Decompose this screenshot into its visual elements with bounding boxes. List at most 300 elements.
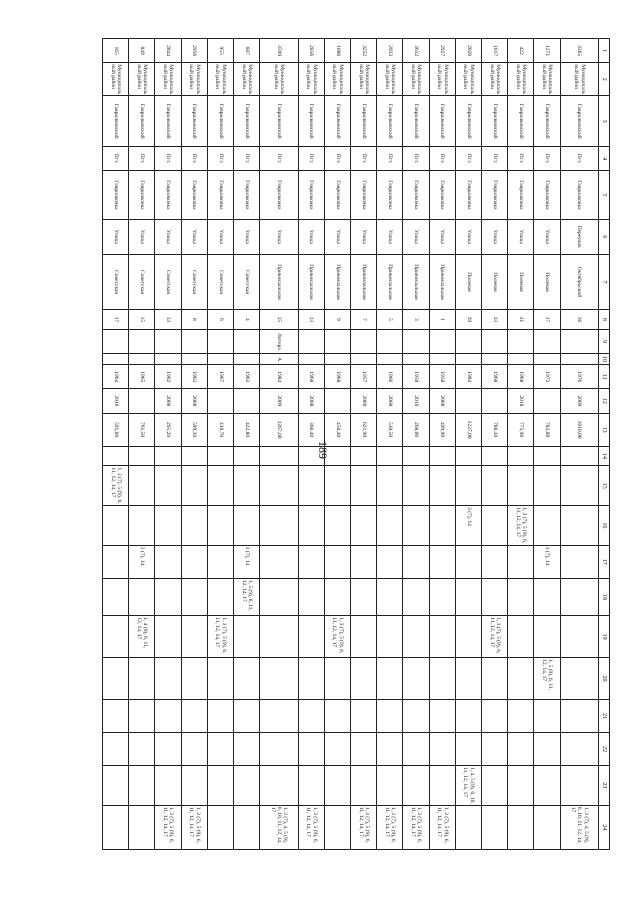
table-cell: 3 (7), 14 <box>129 545 155 578</box>
table-cell: 1, 4, 5 (9), 6, 10, 11, 12, 14, 17 <box>455 766 481 806</box>
table-cell: Муниципальный район <box>482 63 508 96</box>
table-cell: Муниципальный район <box>181 63 207 96</box>
table-cell <box>298 658 324 700</box>
table-cell: 761,50 <box>129 413 155 446</box>
table-cell: 8 <box>181 310 207 330</box>
table-cell: 165 <box>103 39 129 63</box>
table-cell <box>129 658 155 700</box>
table-cell <box>234 389 260 413</box>
table-cell: 599,30 <box>181 413 207 446</box>
column-number-cell: 21 <box>599 699 610 732</box>
table-cell <box>377 658 403 700</box>
table-cell <box>155 354 181 365</box>
table-cell: 4 <box>234 310 260 330</box>
table-cell <box>560 446 598 466</box>
table-cell <box>377 699 403 732</box>
table-cell <box>234 766 260 806</box>
table-cell <box>129 329 155 353</box>
table-cell: 17 <box>534 310 560 330</box>
table-cell: 3 (7), 14 <box>234 545 260 578</box>
table-cell: 1968 <box>324 365 350 389</box>
table-cell: Муниципальный район <box>234 63 260 96</box>
table-cell <box>377 545 403 578</box>
table-cell: 360,40 <box>298 413 324 446</box>
table-cell <box>298 329 324 353</box>
table-cell: 849 <box>129 39 155 63</box>
table-cell <box>403 545 429 578</box>
table-cell <box>129 699 155 732</box>
column-number-cell: 3 <box>599 96 610 147</box>
table-cell: 15 <box>260 310 298 330</box>
table-cell: 2008 <box>181 389 207 413</box>
table-cell <box>377 616 403 658</box>
table-cell <box>181 658 207 700</box>
table-cell <box>181 699 207 732</box>
table-cell: Гаврилковский <box>482 96 508 147</box>
table-cell: Пгт. <box>129 146 155 170</box>
table-cell <box>181 733 207 766</box>
table-cell <box>181 766 207 806</box>
table-cell <box>103 545 129 578</box>
table-cell <box>351 329 377 353</box>
table-cell: Пгт. <box>155 146 181 170</box>
column-number-cell: 15 <box>599 466 610 506</box>
table-cell <box>324 446 350 466</box>
table-cell: Муниципальный район <box>429 63 455 96</box>
table-cell: Улица <box>181 219 207 254</box>
table-cell: Гаврилковка <box>129 171 155 219</box>
table-cell <box>260 616 298 658</box>
column-number-cell: 2 <box>599 63 610 96</box>
table-cell: 1, 4 (9), 6, 11, 12, 14, 17 <box>129 616 155 658</box>
table-row <box>103 39 129 850</box>
table-cell: 783,00 <box>534 413 560 446</box>
table-cell: Муниципальный район <box>260 63 298 96</box>
table-row <box>351 39 377 850</box>
table-cell <box>129 805 155 849</box>
table-cell <box>482 733 508 766</box>
table-cell: Улица <box>403 219 429 254</box>
table-cell: Гаврилковка <box>260 171 298 219</box>
table-cell <box>482 329 508 353</box>
table-cell: Гаврилковский <box>129 96 155 147</box>
table-cell: Муниципальный район <box>534 63 560 96</box>
table-cell <box>207 329 233 353</box>
table-cell: Гаврилковский <box>429 96 455 147</box>
table-cell <box>155 329 181 353</box>
table-cell <box>482 545 508 578</box>
table-cell: Улица <box>351 219 377 254</box>
table-cell <box>103 506 129 546</box>
table-cell <box>508 805 534 849</box>
table-cell <box>560 329 598 353</box>
table-row <box>234 39 260 850</box>
table-cell <box>560 733 598 766</box>
table-cell: Улица <box>482 219 508 254</box>
table-cell <box>508 466 534 506</box>
table-row <box>377 39 403 850</box>
table-cell: 2844 <box>155 39 181 63</box>
table-cell: 1, 5 (9), 6, 11, 12, 14, 17 <box>534 658 560 700</box>
table-cell <box>103 329 129 353</box>
table-cell: 1984 <box>455 365 481 389</box>
table-cell: 3252 <box>351 39 377 63</box>
table-cell: Гаврилковка <box>234 171 260 219</box>
table-cell: Пгт. <box>560 146 598 170</box>
column-number-cell: 23 <box>599 766 610 806</box>
table-cell <box>207 545 233 578</box>
table-cell <box>455 329 481 353</box>
table-cell <box>429 733 455 766</box>
table-cell: Пгт. <box>534 146 560 170</box>
table-cell: Гаврилковский <box>298 96 324 147</box>
column-number-cell: 19 <box>599 616 610 658</box>
table-row <box>129 39 155 850</box>
table-cell <box>534 389 560 413</box>
table-cell <box>560 354 598 365</box>
table-cell <box>455 578 481 615</box>
table-cell <box>482 354 508 365</box>
table-cell <box>155 578 181 615</box>
table-cell <box>129 578 155 615</box>
table-cell: 2008 <box>377 389 403 413</box>
table-cell <box>482 805 508 849</box>
table-cell <box>429 329 455 353</box>
table-cell <box>207 658 233 700</box>
table-cell: 2008 <box>429 389 455 413</box>
table-cell: Гаврилковский <box>403 96 429 147</box>
table-cell: Гаврилковка <box>351 171 377 219</box>
column-number-cell: 24 <box>599 805 610 849</box>
table-cell <box>429 466 455 506</box>
table-cell: 1, 3 (7), 5 (9), 6, 11, 12, 14, 17 <box>181 805 207 849</box>
table-cell <box>324 329 350 353</box>
table-row <box>429 39 455 850</box>
table-row <box>181 39 207 850</box>
table-cell: Гаврилковка <box>429 171 455 219</box>
table-cell: Улица <box>155 219 181 254</box>
table-row <box>508 39 534 850</box>
table-cell <box>534 766 560 806</box>
table-cell <box>377 446 403 466</box>
table-cell <box>260 658 298 700</box>
table-cell: Улица <box>129 219 155 254</box>
table-row <box>534 39 560 850</box>
table-cell <box>482 446 508 466</box>
column-number-cell: 14 <box>599 446 610 466</box>
table-cell <box>377 766 403 806</box>
table-cell: 2018 <box>508 389 534 413</box>
table-cell <box>351 658 377 700</box>
table-cell: Пгт. <box>377 146 403 170</box>
table-cell: 1017 <box>482 39 508 63</box>
table-cell: Советская <box>207 254 233 309</box>
table-cell <box>508 578 534 615</box>
table-cell: Гаврилковский <box>377 96 403 147</box>
table-cell: Пгт. <box>260 146 298 170</box>
table-cell: 1965 <box>129 365 155 389</box>
header-row <box>599 39 610 850</box>
table-cell: 422,80 <box>234 413 260 446</box>
table-cell: 5 <box>377 310 403 330</box>
table-cell <box>129 446 155 466</box>
table-cell <box>324 545 350 578</box>
table-cell: Полевая <box>455 254 481 309</box>
housing-register-table <box>102 38 610 850</box>
table-cell: Муниципальный район <box>298 63 324 96</box>
table-cell <box>324 805 350 849</box>
column-number-cell: 12 <box>599 389 610 413</box>
table-cell <box>234 733 260 766</box>
table-cell: 775,90 <box>508 413 534 446</box>
table-cell <box>482 766 508 806</box>
table-cell <box>324 466 350 506</box>
table-cell <box>103 699 129 732</box>
table-cell <box>155 766 181 806</box>
table-cell <box>260 578 298 615</box>
table-cell <box>324 506 350 546</box>
table-cell: Пгт. <box>298 146 324 170</box>
table-cell <box>155 616 181 658</box>
table-cell <box>298 545 324 578</box>
table-cell <box>429 699 455 732</box>
table-cell: Улица <box>207 219 233 254</box>
table-cell <box>260 506 298 546</box>
table-cell <box>508 766 534 806</box>
column-number-cell: 17 <box>599 545 610 578</box>
table-cell <box>403 658 429 700</box>
table-row <box>455 39 481 850</box>
table-cell: 1, 3 (7), 4, 5 (9), 6, 10, 11, 12, 14, 17 <box>560 805 598 849</box>
table-cell <box>103 658 129 700</box>
table-cell <box>103 766 129 806</box>
table-cell <box>155 699 181 732</box>
table-cell: 1, 3 (7), 5 (9), 6, 11, 12, 14, 17 <box>324 616 350 658</box>
table-cell: Гаврилковский <box>534 96 560 147</box>
table-cell: Гаврилковский <box>103 96 129 147</box>
table-cell <box>298 699 324 732</box>
table-cell: Пгт. <box>103 146 129 170</box>
table-cell: Привокзальная <box>260 254 298 309</box>
table-row <box>482 39 508 850</box>
table-cell: Полевая <box>534 254 560 309</box>
table-cell <box>534 578 560 615</box>
table-cell: 2927 <box>429 39 455 63</box>
table-row <box>403 39 429 850</box>
table-cell <box>482 506 508 546</box>
table-cell: 1, 3 (7), 5 (9), 6, 11, 12, 14, 17 <box>351 805 377 849</box>
table-cell: 1271 <box>534 39 560 63</box>
table-cell: Гаврилковка <box>181 171 207 219</box>
table-cell: 2016 <box>103 389 129 413</box>
table-cell <box>403 506 429 546</box>
table-cell <box>260 766 298 806</box>
table-cell <box>429 616 455 658</box>
table-cell <box>155 658 181 700</box>
table-cell <box>155 545 181 578</box>
table-cell <box>155 506 181 546</box>
table-cell <box>260 733 298 766</box>
table-cell <box>482 658 508 700</box>
table-cell <box>508 658 534 700</box>
table-cell <box>260 446 298 466</box>
table-cell <box>455 466 481 506</box>
table-cell: 2856 <box>298 39 324 63</box>
table-cell: Пгт. <box>351 146 377 170</box>
table-cell <box>403 733 429 766</box>
table-cell: Гаврилковский <box>155 96 181 147</box>
table-cell: 2010 <box>403 389 429 413</box>
column-number-cell: 8 <box>599 310 610 330</box>
table-cell <box>482 466 508 506</box>
table-cell: Привокзальная <box>298 254 324 309</box>
table-cell <box>129 389 155 413</box>
table-cell <box>403 466 429 506</box>
table-cell <box>403 329 429 353</box>
table-cell: 1, 3 (7), 5 (9), 6, 11, 12, 14, 17 <box>508 506 534 546</box>
table-cell: Улица <box>324 219 350 254</box>
table-cell <box>351 766 377 806</box>
table-cell: 1950 <box>403 365 429 389</box>
table-cell: Пгт. <box>324 146 350 170</box>
table-cell <box>534 466 560 506</box>
table-cell <box>351 578 377 615</box>
table-cell <box>129 766 155 806</box>
table-cell <box>234 329 260 353</box>
table-cell: 3612 <box>403 39 429 63</box>
table-cell <box>234 805 260 849</box>
table-cell: Муниципальный район <box>508 63 534 96</box>
table-cell: Гаврилковка <box>508 171 534 219</box>
table-cell <box>429 354 455 365</box>
table-cell: Муниципальный район <box>403 63 429 96</box>
column-number-cell: 4 <box>599 146 610 170</box>
table-cell <box>377 466 403 506</box>
table-cell: 39 <box>455 310 481 330</box>
table-cell <box>560 578 598 615</box>
column-number-cell: 5 <box>599 171 610 219</box>
table-cell <box>155 733 181 766</box>
table-cell <box>298 506 324 546</box>
table-cell: Полевая <box>508 254 534 309</box>
table-cell: Гаврилковка <box>324 171 350 219</box>
table-cell <box>534 446 560 466</box>
table-cell <box>324 389 350 413</box>
table-cell: 499,90 <box>429 413 455 446</box>
table-cell: 1984 <box>260 365 298 389</box>
table-cell <box>351 699 377 732</box>
table-cell: 591,60 <box>103 413 129 446</box>
table-cell: Улица <box>260 219 298 254</box>
table-cell <box>403 616 429 658</box>
table-cell: 16 <box>560 310 598 330</box>
table-cell <box>455 658 481 700</box>
table-cell <box>298 766 324 806</box>
table-cell: 1966 <box>377 365 403 389</box>
table-cell: Гаврилковский <box>508 96 534 147</box>
table-cell: 3599 <box>260 39 298 63</box>
table-cell: 1, 3 (7), 5 (9), 6, 11, 12, 14, 17 <box>298 805 324 849</box>
table-cell <box>207 699 233 732</box>
table-cell: 1, 3 (7), 4, 5 (9), 6, 10, 11, 12, 14, 17 <box>260 805 298 849</box>
table-cell <box>207 805 233 849</box>
table-cell <box>351 733 377 766</box>
table-cell <box>207 466 233 506</box>
table-row <box>560 39 598 850</box>
table-cell: 1957 <box>351 365 377 389</box>
table-cell: Гаврилковка <box>560 171 598 219</box>
table-cell: 15 <box>129 310 155 330</box>
table-cell: 1, 3 (7), 5 (9), 6, 11, 12, 14, 17 <box>103 466 129 506</box>
table-cell <box>560 658 598 700</box>
table-cell <box>508 733 534 766</box>
table-cell: Гаврилковка <box>298 171 324 219</box>
table-row <box>155 39 181 850</box>
table-cell <box>508 446 534 466</box>
column-number-cell: 9 <box>599 329 610 353</box>
table-cell <box>129 466 155 506</box>
table-cell: Гаврилковский <box>455 96 481 147</box>
table-cell <box>534 506 560 546</box>
column-number-cell: 7 <box>599 254 610 309</box>
table-cell <box>260 699 298 732</box>
table-cell <box>234 466 260 506</box>
table-cell <box>534 733 560 766</box>
table-cell: Привокзальная <box>429 254 455 309</box>
table-row <box>207 39 233 850</box>
table-cell: Пгт. <box>482 146 508 170</box>
table-cell: Гаврилковский <box>351 96 377 147</box>
table-row <box>298 39 324 850</box>
table-cell <box>324 733 350 766</box>
table-cell: 1, 5 (9), 6, 11, 12, 14, 17 <box>234 578 260 615</box>
table-cell: Гаврилковский <box>207 96 233 147</box>
table-cell: Гаврилковский <box>560 96 598 147</box>
table-cell: 295,20 <box>155 413 181 446</box>
table-cell <box>403 766 429 806</box>
table-cell <box>403 578 429 615</box>
table-cell: Муниципальный район <box>455 63 481 96</box>
table-cell: 450,40 <box>324 413 350 446</box>
table-cell: 1968 <box>298 365 324 389</box>
table-cell: 3 (7), 14 <box>534 545 560 578</box>
table-cell: 1972 <box>534 365 560 389</box>
table-cell: Привокзальная <box>324 254 350 309</box>
table-cell: 3365 <box>560 39 598 63</box>
table-cell: Улица <box>298 219 324 254</box>
rotated-table-container <box>102 38 610 850</box>
table-cell <box>351 506 377 546</box>
table-cell: А <box>260 354 298 365</box>
table-cell <box>298 466 324 506</box>
table-cell <box>181 616 207 658</box>
table-cell: Муниципальный район <box>377 63 403 96</box>
table-cell: 1, 3 (7), 5 (9), 6, 11, 12, 14, 17 <box>207 616 233 658</box>
table-cell <box>429 766 455 806</box>
table-cell <box>429 446 455 466</box>
table-cell <box>429 545 455 578</box>
column-number-cell: 20 <box>599 658 610 700</box>
table-cell <box>455 545 481 578</box>
table-cell: Переулок <box>560 219 598 254</box>
table-cell <box>234 446 260 466</box>
table-row <box>260 39 298 850</box>
table-cell: 518,50 <box>377 413 403 446</box>
table-cell <box>234 699 260 732</box>
table-cell <box>234 616 260 658</box>
table-cell <box>455 389 481 413</box>
table-cell: 31 <box>508 310 534 330</box>
